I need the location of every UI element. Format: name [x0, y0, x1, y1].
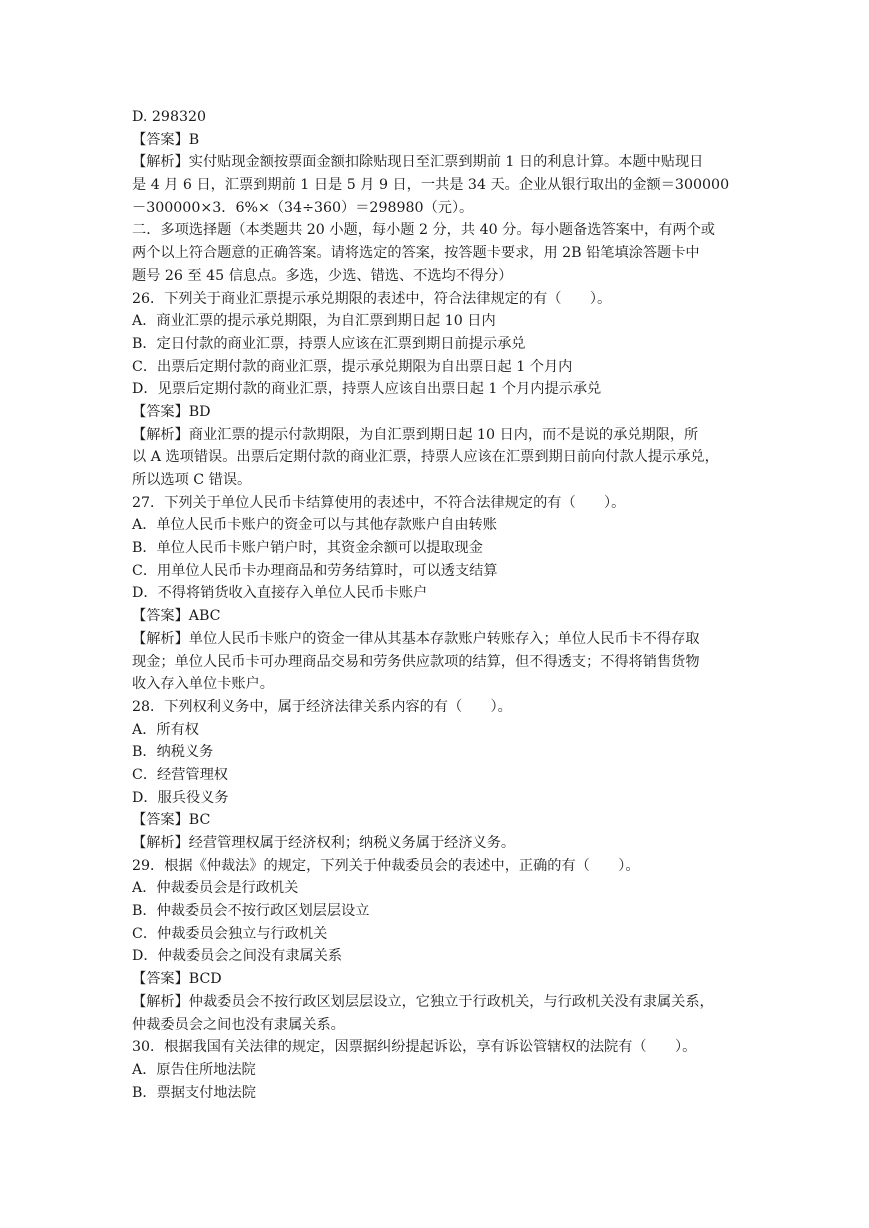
text-line: D．服兵役义务 [132, 789, 229, 806]
text-line: 题号 26 至 45 信息点。多选，少选、错选、不选均不得分） [132, 267, 513, 284]
text-line: 仲裁委员会之间也没有隶属关系。 [132, 1016, 345, 1033]
text-line: D. 298320 [132, 109, 207, 125]
text-line: 26．下列关于商业汇票提示承兑期限的表述中，符合法律规定的有（ ）。 [132, 290, 612, 307]
text-line: 【答案】BCD [132, 971, 222, 988]
text-line: －300000×3．6%×（34÷360）＝298980（元）。 [132, 199, 474, 216]
text-line: 【答案】BD [132, 403, 211, 420]
text-line: 【解析】实付贴现金额按票面金额扣除贴现日至汇票到期前 1 日的利息计算。本题中贴现日 [132, 154, 704, 171]
text-line: B．仲裁委员会不按行政区划层层设立 [132, 903, 370, 920]
text-line: C．出票后定期付款的商业汇票，提示承兑期限为自出票日起 1 个月内 [132, 358, 573, 375]
text-line: 【答案】B [132, 131, 200, 148]
text-line: D．见票后定期付款的商业汇票，持票人应该自出票日起 1 个月内提示承兑 [132, 381, 602, 398]
text-line: 【答案】ABC [132, 608, 221, 625]
text-line: A．所有权 [132, 721, 199, 738]
text-line: A．商业汇票的提示承兑期限，为自汇票到期日起 10 日内 [132, 313, 496, 330]
text-line: A．原告住所地法院 [132, 1061, 256, 1078]
text-line: 30．根据我国有关法律的规定，因票据纠纷提起诉讼，享有诉讼管辖权的法院有（ ）。 [132, 1039, 697, 1056]
text-line: 是 4 月 6 日，汇票到期前 1 日是 5 月 9 日，一共是 34 天。企业从银行取出的金额＝300000 [132, 177, 730, 194]
text-line: 两个以上符合题意的正确答案。请将选定的答案，按答题卡要求，用 2B 铅笔填涂答题卡中 [132, 245, 700, 262]
text-line: 27．下列关于单位人民币卡结算使用的表述中，不符合法律规定的有（ ）。 [132, 494, 626, 511]
text-line: 【解析】仲裁委员会不按行政区划层层设立，它独立于行政机关，与行政机关没有隶属关系， [132, 993, 714, 1010]
text-line: C．仲裁委员会独立与行政机关 [132, 925, 328, 942]
text-line: 【解析】经营管理权属于经济权利；纳税义务属于经济义务。 [132, 835, 516, 851]
text-line: C．用单位人民币卡办理商品和劳务结算时，可以透支结算 [132, 562, 498, 579]
text-line: B．纳税义务 [132, 744, 214, 761]
text-line: 【解析】单位人民币卡账户的资金一律从其基本存款账户转账存入；单位人民币卡不得存取 [132, 630, 700, 647]
text-line: B．单位人民币卡账户销户时，其资金余额可以提取现金 [132, 540, 483, 557]
text-line: 【解析】商业汇票的提示付款期限，为自汇票到期日起 10 日内，而不是说的承兑期限，所 [132, 426, 699, 443]
text-line: 二．多项选择题（本类题共 20 小题，每小题 2 分，共 40 分。每小题备选答案中，有两个或 [132, 222, 715, 239]
text-line: 28．下列权利义务中，属于经济法律关系内容的有（ ）。 [132, 698, 512, 715]
text-line: 以 A 选项错误。出票后定期付款的商业汇票，持票人应该在汇票到期日前向付款人提示承兑， [132, 449, 719, 466]
text-line: C．经营管理权 [132, 766, 228, 783]
text-line: A．单位人民币卡账户的资金可以与其他存款账户自由转账 [132, 517, 497, 534]
text-line: 【答案】BC [132, 812, 211, 829]
page-content [132, 106, 744, 1104]
text-line: A．仲裁委员会是行政机关 [132, 880, 299, 897]
text-line: 收入存入单位卡账户。 [132, 676, 274, 693]
text-line: 29．根据《仲裁法》的规定，下列关于仲裁委员会的表述中，正确的有（ ）。 [132, 857, 640, 874]
text-line: D．不得将销货收入直接存入单位人民币卡账户 [132, 585, 428, 602]
text-line: 所以选项 C 错误。 [132, 472, 252, 488]
text-line: B．票据支付地法院 [132, 1084, 256, 1101]
text-line: 现金；单位人民币卡可办理商品交易和劳务供应款项的结算，但不得透支；不得将销售货物 [132, 653, 700, 670]
text-line: D．仲裁委员会之间没有隶属关系 [132, 948, 343, 965]
text-line: B．定日付款的商业汇票，持票人应该在汇票到期日前提示承兑 [132, 335, 526, 352]
